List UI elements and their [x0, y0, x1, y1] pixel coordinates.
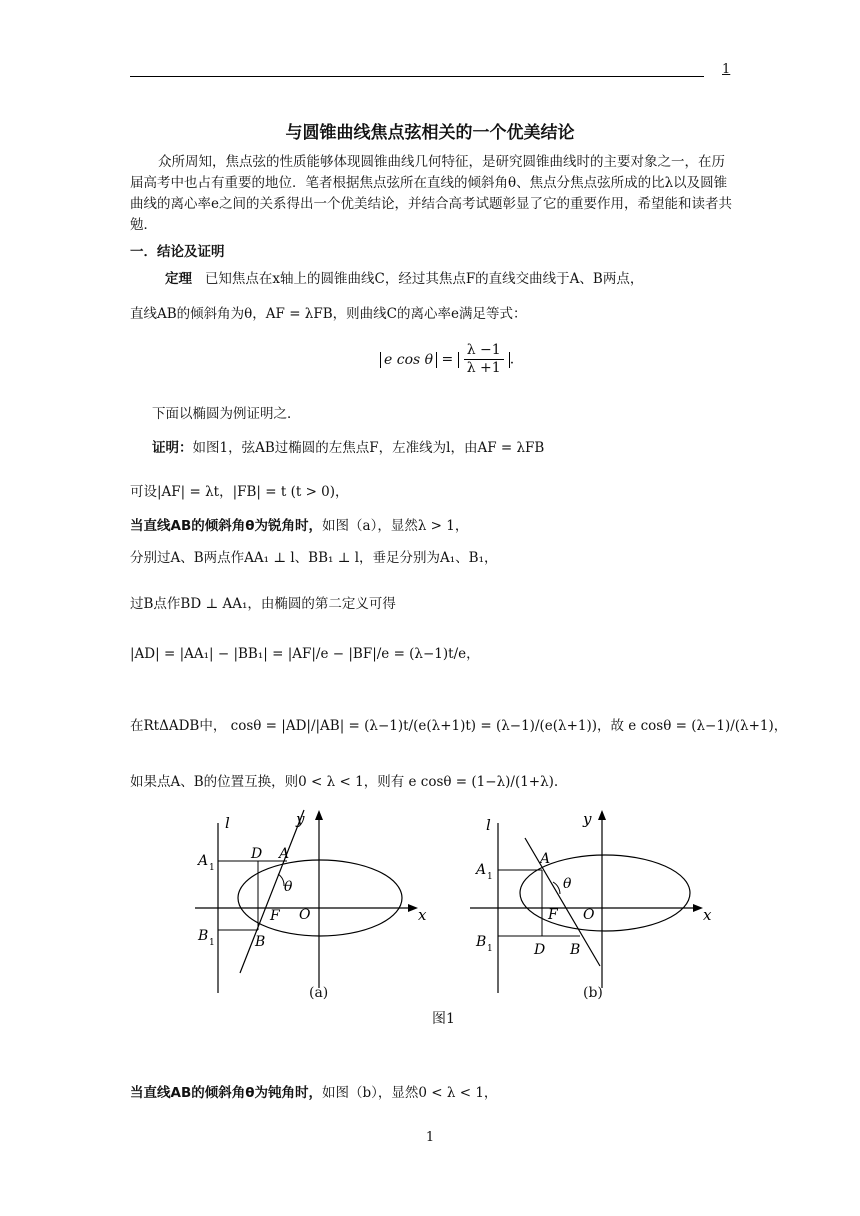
svg-text:x: x: [418, 906, 427, 924]
perp-line: 分别过A、B两点作AA₁ ⊥ l、BB₁ ⊥ l，垂足分别为A₁、B₁，: [130, 550, 498, 566]
footer-page-number: 1: [425, 1130, 435, 1145]
svg-text:l: l: [225, 814, 230, 832]
header-page-number: 1: [722, 62, 731, 77]
main-formula: e cos θ = $\frac{\lambda -1}{\lambda +1}$ .: [380, 342, 514, 377]
svg-text:A: A: [540, 851, 551, 867]
proof-label: 证明：: [152, 440, 193, 456]
figure-caption: 图1: [432, 1011, 455, 1027]
proof-line: [152, 436, 544, 456]
proof-text: 如图1，弦AB过椭圆的左焦点F，左准线为l，由AF = λFB: [192, 440, 545, 456]
svg-text:B: B: [255, 934, 266, 950]
header-rule: [130, 76, 704, 77]
swap-line: 如果点A、B的位置互换，则0 < λ < 1，则有 e cosθ = (1−λ)/(1+λ).: [130, 774, 559, 790]
svg-text:D: D: [251, 846, 263, 862]
ellipse-intro: 下面以椭圆为例证明之．: [152, 406, 301, 422]
svg-text:O: O: [299, 907, 311, 923]
svg-text:A: A: [279, 846, 290, 862]
svg-text:A: A: [198, 853, 209, 869]
svg-text:O: O: [583, 907, 595, 923]
svg-text:F: F: [270, 908, 280, 924]
obtuse-line: [130, 1081, 497, 1101]
svg-text:F: F: [548, 907, 558, 923]
caption-b: (b): [583, 985, 603, 1001]
set-line: 可设|AF| = λt，|FB| = t (t > 0)，: [130, 484, 349, 500]
svg-text:1: 1: [209, 938, 215, 948]
svg-text:D: D: [534, 942, 546, 958]
obtuse-text: 如图（b），显然0 < λ < 1，: [322, 1085, 498, 1101]
figure-b: [460, 808, 725, 1008]
svg-text:1: 1: [487, 944, 493, 954]
acute-text: 如图（a），显然λ > 1，: [322, 518, 469, 534]
acute-label: 当直线AB的倾斜角θ为锐角时，: [130, 518, 323, 534]
caption-a: (a): [309, 985, 329, 1001]
acute-line: [130, 514, 468, 534]
svg-text:l: l: [486, 816, 491, 834]
figure-a: [190, 808, 450, 1008]
theorem-line-2: 直线AB的倾斜角为θ，AF = λFB，则曲线C的离心率e满足等式：: [130, 306, 527, 322]
theorem-line-1: [165, 267, 643, 287]
svg-text:1: 1: [209, 863, 215, 873]
svg-text:y: y: [296, 810, 305, 828]
svg-text:θ: θ: [284, 879, 293, 895]
svg-text:B: B: [198, 928, 209, 944]
svg-text:1: 1: [487, 872, 493, 882]
eq2-prefix: 在RtΔADB中，: [130, 718, 227, 734]
svg-text:x: x: [703, 906, 712, 924]
svg-text:θ: θ: [563, 876, 572, 892]
svg-text:A: A: [476, 862, 487, 878]
svg-text:B: B: [476, 934, 487, 950]
svg-text:y: y: [583, 810, 592, 828]
paper-title: 与圆锥曲线焦点弦相关的一个优美结论: [285, 123, 575, 143]
bd-line: 过B点作BD ⊥ AA₁，由椭圆的第二定义可得: [130, 596, 396, 612]
theorem-text: 已知焦点在x轴上的圆锥曲线C，经过其焦点F的直线交曲线于A、B两点，: [204, 271, 644, 287]
equation-1: |AD| = |AA₁| − |BB₁| = |AF|/e − |BF|/e = (λ−1)t/e，: [130, 646, 480, 662]
intro-paragraph: 众所周知，焦点弦的性质能够体现圆锥曲线几何特征，是研究圆锥曲线时的主要对象之一，在历届高考中也占有重要的地位．笔者根据焦点弦所在直线的倾斜角θ、焦点分焦点弦所成的比λ以及圆锥曲线的离心率e之间的关系得出一个优美结论，并结合高考试题彰显了它的重要作用，希望能和读者共勉．: [130, 154, 732, 233]
equation-2-line: [130, 714, 787, 734]
theorem-label: 定理: [165, 271, 192, 287]
equation-2: cosθ = |AD|/|AB| = (λ−1)t/(e(λ+1)t) = (λ−1)/(e(λ+1))，故 e cosθ = (λ−1)/(λ+1)，: [230, 718, 788, 734]
section-heading: 一．结论及证明: [130, 244, 225, 260]
obtuse-label: 当直线AB的倾斜角θ为钝角时，: [130, 1085, 323, 1101]
svg-text:B: B: [570, 942, 581, 958]
